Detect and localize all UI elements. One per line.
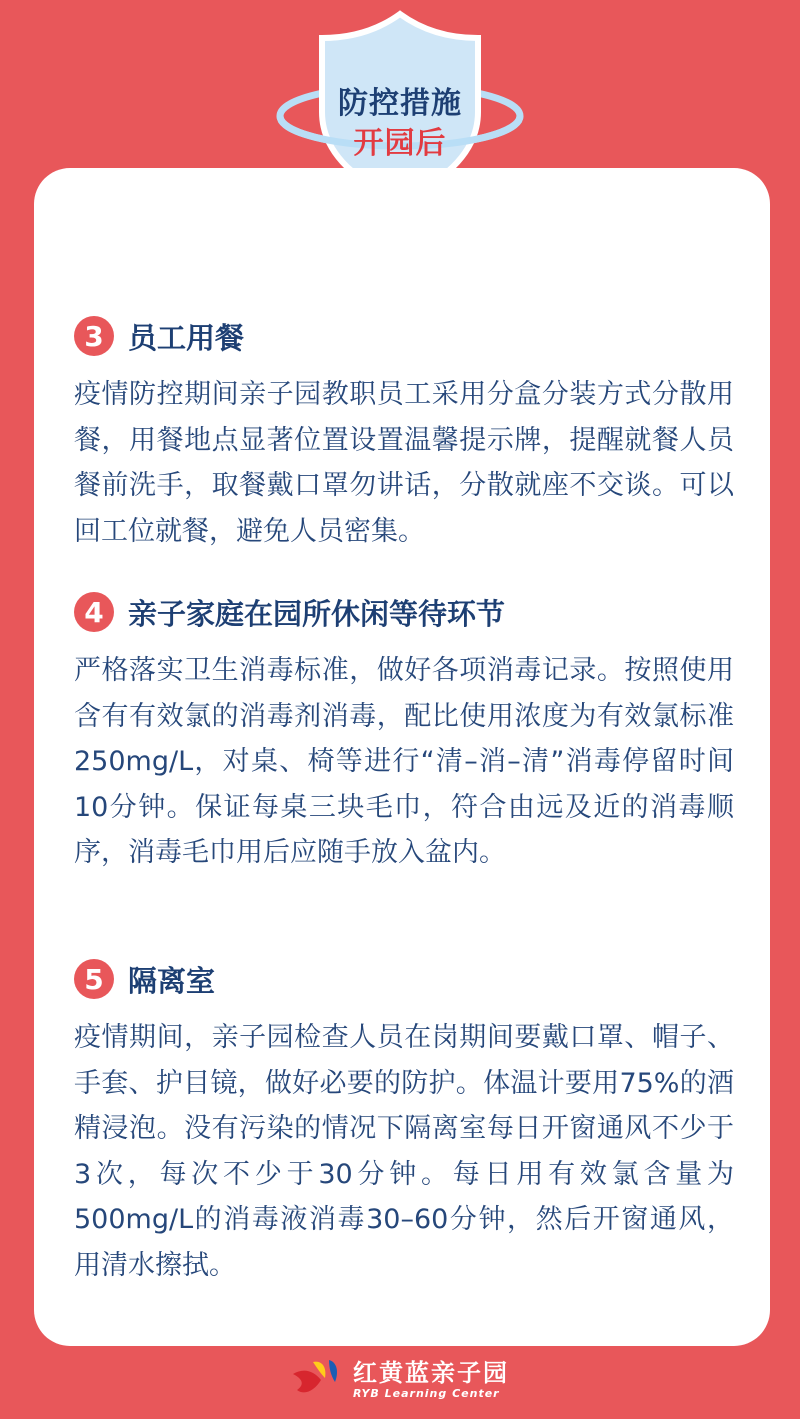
badge-title-line1: 防控措施 — [338, 86, 462, 121]
section-4 — [74, 590, 734, 876]
section-5 — [74, 957, 734, 1288]
section-body: 疫情期间，亲子园检查人员在岗期间要戴口罩、帽子、手套、护目镜，做好必要的防护。体温计要用75%的酒精浸泡。没有污染的情况下隔离室每日开窗通风不少于3次，每次不少于30分钟。每日用有效氯含量为500mg/L的消毒液消毒30–60分钟，然后开窗通风，用清水擦拭。 — [74, 1022, 734, 1281]
section-body: 疫情防控期间亲子园教职员工采用分盒分装方式分散用餐，用餐地点显著位置设置温馨提示牌，提醒就餐人员餐前洗手，取餐戴口罩勿讲话，分散就座不交谈。可以回工位就餐，避免人员密集。 — [74, 379, 734, 547]
section-number-badge: 4 — [74, 592, 114, 632]
section-number-badge: 3 — [74, 316, 114, 356]
section-3 — [74, 314, 734, 554]
section-title: 员工用餐 — [128, 320, 245, 355]
ryb-logo-icon — [291, 1356, 347, 1404]
section-title: 亲子家庭在园所休闲等待环节 — [128, 596, 506, 631]
section-number-badge: 5 — [74, 959, 114, 999]
section-body: 严格落实卫生消毒标准，做好各项消毒记录。按照使用含有有效氯的消毒剂消毒，配比使用浓度为有效氯标准250mg/L，对桌、椅等进行“清–消–清”消毒停留时间10分钟。保证每桌三块毛巾，符合由远及近的消毒顺序，消毒毛巾用后应随手放入盆内。 — [74, 655, 734, 868]
logo-name-en: RYB Learning Center — [353, 1387, 500, 1400]
section-header — [74, 957, 734, 1001]
badge-title-line2: 开园后 — [353, 126, 447, 161]
logo-text — [353, 1359, 509, 1401]
section-header — [74, 314, 734, 358]
section-title: 隔离室 — [128, 963, 216, 998]
content-card — [34, 168, 770, 1346]
section-header — [74, 590, 734, 634]
footer-logo — [0, 1352, 800, 1408]
logo-name-cn: 红黄蓝亲子园 — [353, 1359, 509, 1387]
